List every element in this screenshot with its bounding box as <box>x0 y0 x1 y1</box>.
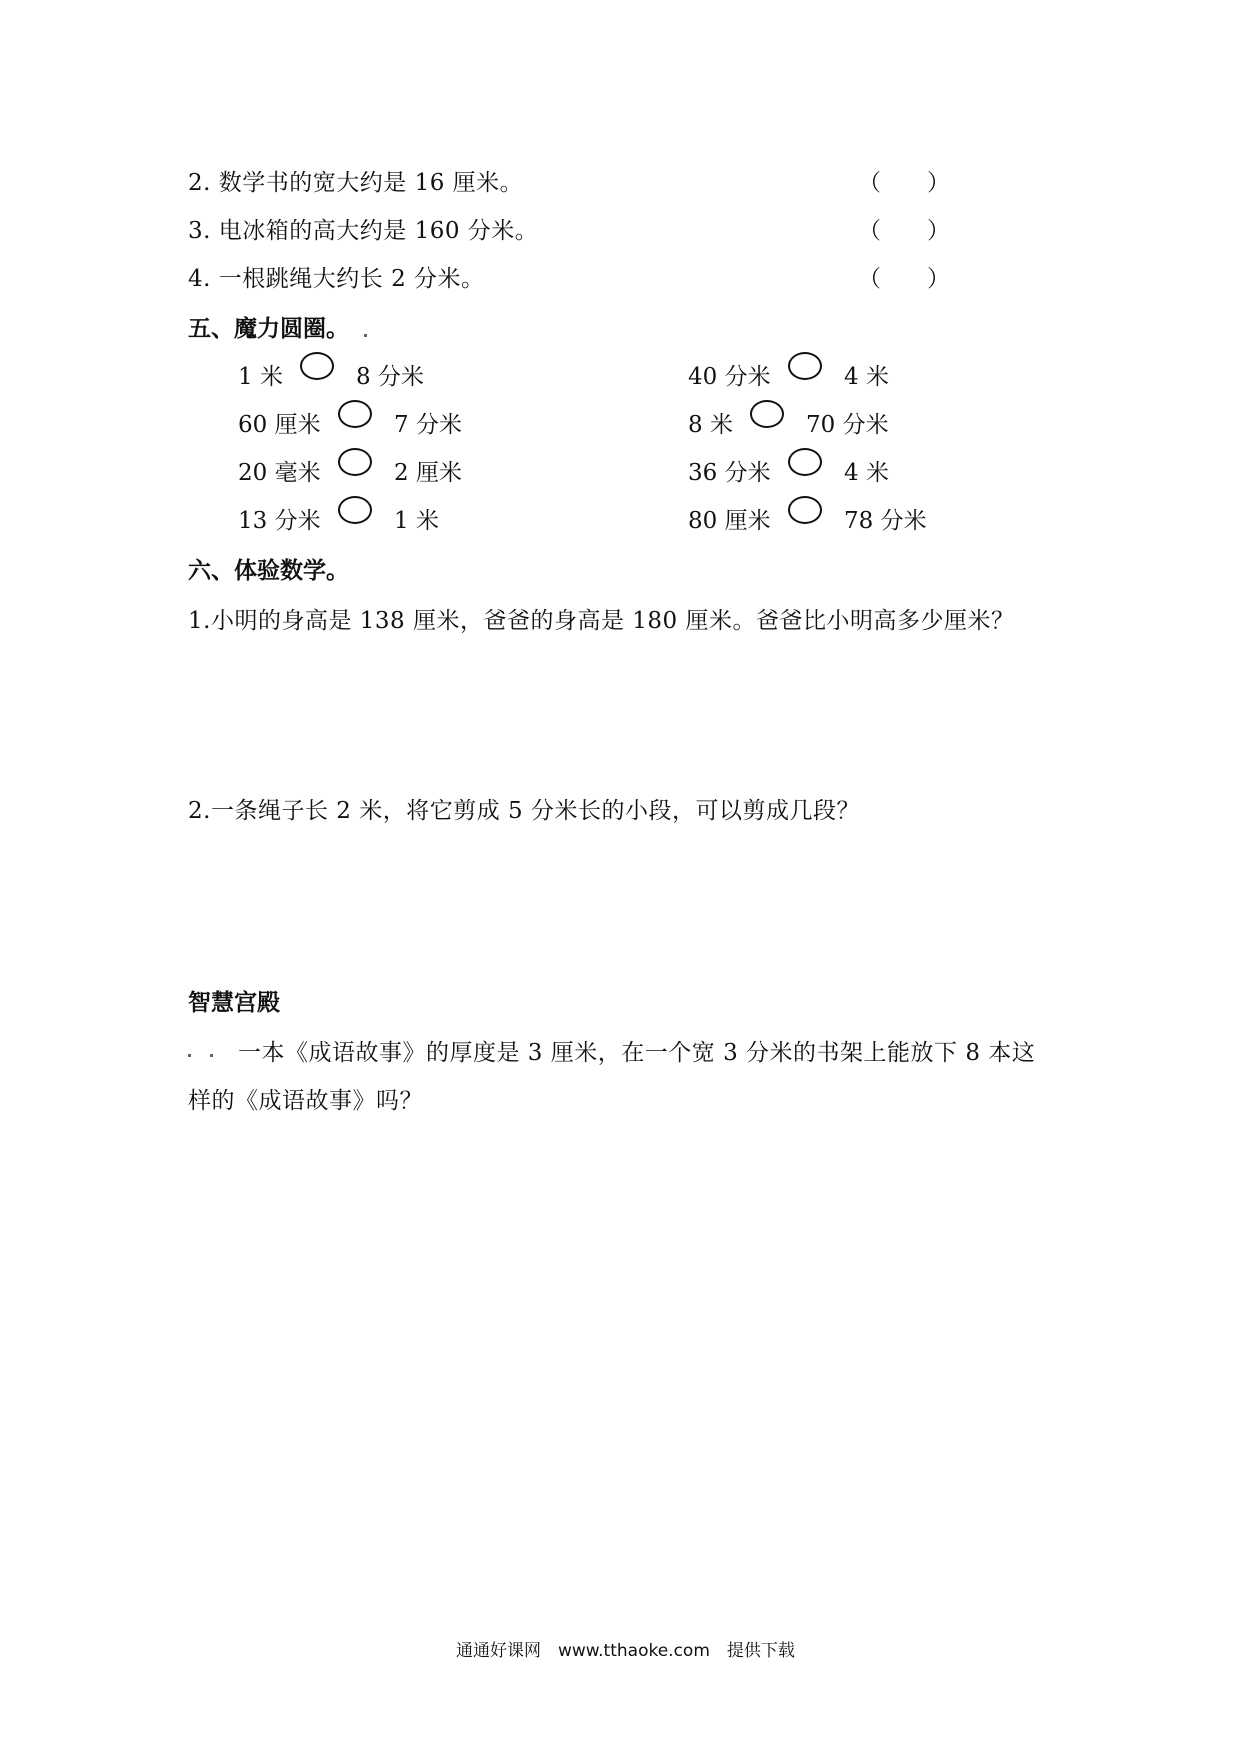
section-6-title: 六、体验数学。 <box>188 557 349 584</box>
answer-paren-3[interactable]: （ ） <box>858 218 950 244</box>
answer-paren-4[interactable]: （ ） <box>858 266 950 292</box>
dot-mark <box>210 1054 213 1057</box>
dot-mark <box>188 1054 191 1057</box>
cmp-left-1-a: 1 米 <box>238 364 283 390</box>
compare-circle[interactable] <box>788 352 822 380</box>
cmp-left-3-a: 20 毫米 <box>238 460 321 486</box>
cmp-left-3-b: 2 厘米 <box>394 460 462 486</box>
cmp-right-1-a: 40 分米 <box>688 364 771 390</box>
cmp-right-4-a: 80 厘米 <box>688 508 771 534</box>
compare-circle[interactable] <box>338 496 372 524</box>
compare-circle[interactable] <box>750 400 784 428</box>
wisdom-line-2: 样的《成语故事》吗？ <box>188 1088 423 1114</box>
dot-mark <box>364 334 367 337</box>
cmp-right-3-b: 4 米 <box>844 460 889 486</box>
cmp-right-2-a: 8 米 <box>688 412 733 438</box>
question-2: 2.一条绳子长 2 米，将它剪成 5 分米长的小段，可以剪成几段？ <box>188 798 860 824</box>
cmp-left-2-b: 7 分米 <box>394 412 462 438</box>
judge-item-2: 2. 数学书的宽大约是 16 厘米。 <box>188 170 524 196</box>
compare-circle[interactable] <box>788 448 822 476</box>
cmp-left-4-a: 13 分米 <box>238 508 321 534</box>
compare-circle[interactable] <box>338 400 372 428</box>
judge-item-4: 4. 一根跳绳大约长 2 分米。 <box>188 266 485 292</box>
compare-circle[interactable] <box>300 352 334 380</box>
cmp-left-2-a: 60 厘米 <box>238 412 321 438</box>
cmp-left-1-b: 8 分米 <box>356 364 424 390</box>
compare-circle[interactable] <box>788 496 822 524</box>
cmp-right-4-b: 78 分米 <box>844 508 927 534</box>
compare-circle[interactable] <box>338 448 372 476</box>
wisdom-title: 智慧宫殿 <box>188 989 280 1016</box>
cmp-right-1-b: 4 米 <box>844 364 889 390</box>
cmp-left-4-b: 1 米 <box>394 508 439 534</box>
wisdom-line-1: 一本《成语故事》的厚度是 3 厘米，在一个宽 3 分米的书架上能放下 8 本这 <box>238 1040 1036 1066</box>
cmp-right-3-a: 36 分米 <box>688 460 771 486</box>
judge-item-3: 3. 电冰箱的高大约是 160 分米。 <box>188 218 539 244</box>
footer-credit: 通通好课网 www.tthaoke.com 提供下载 <box>456 1641 795 1661</box>
answer-paren-2[interactable]: （ ） <box>858 170 950 196</box>
cmp-right-2-b: 70 分米 <box>806 412 889 438</box>
question-1: 1.小明的身高是 138 厘米，爸爸的身高是 180 厘米。爸爸比小明高多少厘米？ <box>188 608 1015 634</box>
section-5-title: 五、魔力圆圈。 <box>188 315 349 342</box>
